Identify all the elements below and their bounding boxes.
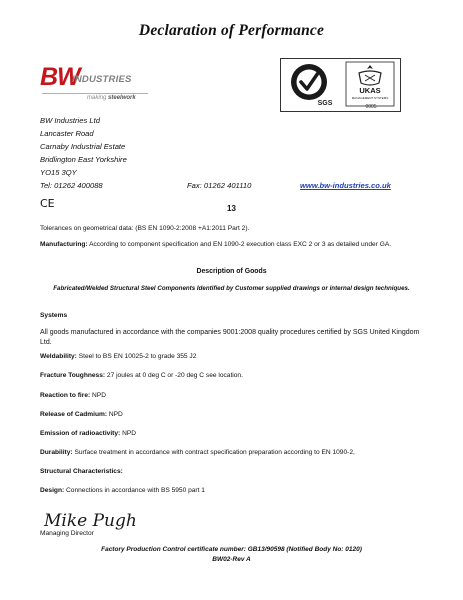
address-line-2: Carnaby Industrial Estate: [40, 142, 126, 151]
durability-label: Durability:: [40, 449, 73, 456]
cadmium-label: Release of Cadmium:: [40, 411, 108, 418]
certification-box: [280, 58, 401, 112]
systems-heading: Systems: [40, 312, 68, 319]
company-telephone: Tel: 01262 400088: [40, 181, 103, 190]
company-fax: Fax: 01262 401110: [187, 181, 252, 190]
svg-text:Mike Pugh: Mike Pugh: [44, 511, 137, 531]
company-name: BW Industries Ltd: [40, 116, 100, 125]
logo-tagline: making steelwork: [87, 95, 136, 101]
radioactivity-text: NPD: [120, 430, 137, 437]
ukas-subtitle: MANAGEMENT SYSTEMS: [351, 96, 389, 100]
cadmium-text: NPD: [107, 411, 123, 418]
logo-industries: INDUSTRIES: [72, 74, 132, 85]
company-logo: [40, 63, 152, 107]
cert-number: 0005: [365, 104, 377, 110]
ce-mark-icon: CE: [40, 197, 55, 210]
fracture-toughness-text: 27 joules at 0 deg C or -20 deg C see location.: [105, 372, 243, 379]
sgs-label: SGS: [317, 100, 333, 107]
address-line-1: Lancaster Road: [40, 129, 94, 138]
tolerances-text: Tolerances on geometrical data: (BS EN 1090-2:2008 +A1:2011 Part 2).: [40, 225, 250, 232]
fracture-toughness-label: Fracture Toughness:: [40, 372, 106, 379]
structural-characteristics-heading: Structural Characteristics:: [40, 468, 123, 475]
manufacturing-section: [40, 240, 420, 250]
address-postcode: YO15 3QY: [40, 168, 77, 177]
weldability-section: [40, 352, 420, 362]
goods-description: Fabricated/Welded Structural Steel Components Identified by Customer supplied drawings or internal design techniques.: [53, 285, 410, 292]
logo-brand: BW: [40, 63, 80, 91]
signatory-role: Managing Director: [40, 530, 94, 537]
cadmium-section: [40, 410, 420, 420]
goods-heading: Description of Goods: [196, 268, 267, 275]
design-label: Design:: [40, 487, 65, 494]
fracture-toughness-section: [40, 371, 420, 381]
radioactivity-section: [40, 429, 420, 439]
weldability-text: Steel to BS EN 10025-2 to grade 355 J2: [76, 353, 197, 360]
ce-year: 13: [227, 204, 236, 213]
page-title: Declaration of Performance: [138, 22, 325, 39]
manufacturing-text: According to component specification and EN 1090-2 execution class EXC 2 or 3 as detailed under GA.: [87, 241, 392, 248]
durability-section: [40, 448, 420, 458]
footer-revision: BW02-Rev A: [212, 556, 251, 563]
manufacturing-label: Manufacturing:: [40, 241, 88, 248]
ukas-label: UKAS: [359, 86, 381, 95]
address-line-3: Bridlington East Yorkshire: [40, 155, 127, 164]
sgs-certification-icon: [285, 61, 341, 109]
design-section: [40, 486, 420, 496]
systems-text: All goods manufactured in accordance with the companies 9001:2008 quality procedures certified by SGS United Kingdom Ltd.: [40, 329, 420, 346]
radioactivity-label: Emission of radioactivity:: [40, 430, 121, 437]
reaction-to-fire-section: [40, 391, 420, 401]
ukas-certification-icon: [345, 61, 395, 107]
logo-divider: [42, 93, 148, 94]
reaction-to-fire-text: NPD: [90, 392, 106, 399]
design-text: Connections in accordance with BS 5950 part 1: [64, 487, 205, 494]
reaction-to-fire-label: Reaction to fire:: [40, 392, 91, 399]
footer-certificate: Factory Production Control certificate number: GB13/90598 (Notified Body No: 0120): [101, 546, 362, 553]
company-website-link[interactable]: www.bw-industries.co.uk: [300, 181, 391, 190]
durability-text: Surface treatment in accordance with contract specification preparation according to EN 1090-2,: [72, 449, 355, 456]
weldability-label: Weldability:: [40, 353, 77, 360]
